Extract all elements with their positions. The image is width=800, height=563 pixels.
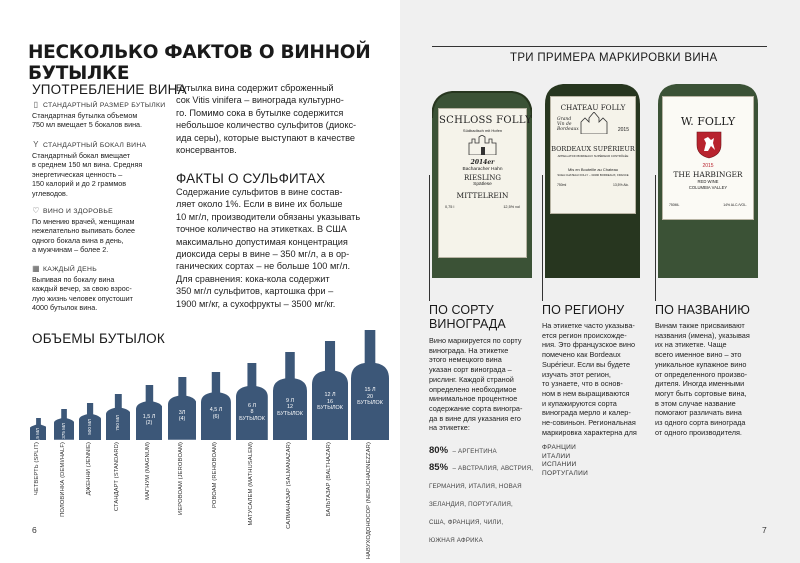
- text-line: ганических сортах – не больше 100 мг/л.: [176, 261, 351, 272]
- label-type: RED WINE: [697, 179, 719, 184]
- bottle-volume: [61, 423, 67, 439]
- bottle-count: (4): [178, 416, 186, 423]
- text-line: лую жизнь человек опустошит: [32, 293, 133, 303]
- label-abv: 12,5% vol: [503, 205, 520, 209]
- bottle-shape: [201, 372, 231, 440]
- bottle-name: СТАНДАРТ (STANDARD): [113, 442, 120, 512]
- text-line: нежелательно выпивать более: [32, 226, 136, 236]
- label-grape: RIESLING: [463, 174, 502, 182]
- bottle-item: [236, 330, 268, 530]
- text-line: ния. Это французское вино: [542, 340, 636, 350]
- label-subtitle: Südbadisch mit Hofen: [462, 128, 503, 133]
- bottle-item: [106, 330, 131, 530]
- region-list: [542, 444, 588, 478]
- label-site: Bacharacher Hahn: [462, 167, 503, 172]
- crest-icon: [696, 131, 722, 159]
- bottle-count: 12 БУТЫЛОК: [277, 404, 303, 417]
- bottle-volume-value: 6 Л: [247, 403, 256, 410]
- stat-value: 80%: [429, 445, 449, 456]
- text-line: Бутылка вина содержит сброженный: [176, 83, 334, 93]
- bottle-item: [312, 330, 348, 530]
- text-line: ИТАЛИИ: [542, 452, 571, 460]
- bottle-volume-value: 375 МЛ: [60, 423, 66, 439]
- text-line: в этом случае название: [655, 398, 736, 408]
- bottle-volume: [270, 398, 310, 417]
- label-brand: CHATEAU FOLLY: [560, 103, 626, 112]
- text-line: из одного сорта винограда: [655, 418, 746, 428]
- bottle-item: [30, 330, 47, 530]
- stat-countries: [429, 465, 533, 544]
- bottle-name: ЧЕТВЕРТЬ (SPLIT): [33, 442, 40, 496]
- text-line: ГЕРМАНИЯ, ИТАЛИЯ, НОВАЯ: [429, 483, 522, 490]
- text-line: ида серы), которые выступают в качестве: [176, 132, 356, 143]
- text-line: маркировка характерна для: [542, 427, 637, 437]
- text-line: энергетическая ценность –: [32, 169, 123, 179]
- bottle-name: МАТУСАЛЕМ (MATHUSALEM): [247, 442, 254, 526]
- chateau-icon: [579, 112, 609, 134]
- text-line: Стандартная бутылка объемом: [32, 111, 138, 120]
- page-title: НЕСКОЛЬКО ФАКТОВ О ВИННОЙ БУТЫЛКЕ: [28, 42, 371, 84]
- label-volume: 750ML: [669, 203, 680, 207]
- fact-heading: [32, 207, 167, 215]
- label-harbinger: [662, 96, 754, 220]
- text-line: помечено как Bordeaux: [542, 350, 621, 360]
- text-line: ном в нем выращиваются: [542, 388, 630, 398]
- fact-heading-text: КАЖДЫЙ ДЕНЬ: [43, 265, 97, 273]
- bottle-name: БАЛЬТАЗАР (BALTHAZAR): [325, 442, 332, 517]
- text-line: – АВСТРАЛИЯ, АВСТРИЯ,: [452, 465, 534, 472]
- bottle-shape: [273, 352, 307, 440]
- text-line: Для сравнения: кока-кола содержит: [176, 273, 330, 284]
- fact-heading-text: ВИНО И ЗДОРОВЬЕ: [43, 207, 113, 215]
- text-line: могут быть сортовые вина,: [655, 388, 747, 398]
- text-line: точное количество на этикетках. В США: [176, 224, 347, 235]
- text-line: ляет около 1%. Если в вине их больше: [176, 199, 343, 210]
- fact-text: [32, 111, 167, 130]
- text-line: одного бокала вина в день,: [32, 235, 124, 245]
- fact-heading: [32, 265, 167, 273]
- text-line: США, ФРАНЦИЯ, ЧИЛИ,: [429, 519, 504, 526]
- text-line: максимально допустимая концентрация: [176, 236, 348, 247]
- text-line: каждый вечер, за свою взрос-: [32, 284, 132, 294]
- text-line: Содержание сульфитов в вине состав-: [176, 187, 343, 197]
- text-line: Стандартный бокал вмещает: [32, 151, 131, 160]
- calendar-icon: ▦: [32, 264, 40, 273]
- bottle-volume: [310, 392, 350, 411]
- label-cru: Grand Vin de Bordeaux: [557, 117, 579, 132]
- connector-line-2: [542, 175, 543, 301]
- text-line: да в вине для указания его: [429, 413, 521, 423]
- bottle-volumes-figure: [28, 330, 398, 560]
- bottle-name: ПОЛОВИНКА (DEMI/HALF): [59, 442, 66, 517]
- label-brand: SCHLOSS FOLLY: [439, 115, 533, 126]
- bottle-icon: ▯: [33, 100, 39, 109]
- text-line: от определенного произво-: [655, 369, 748, 379]
- text-line: уникальное купажное вино: [655, 359, 747, 369]
- sulfite-text: [176, 186, 396, 310]
- text-line: их на этикетке. Чаще: [655, 340, 727, 350]
- fact-heading: [32, 101, 167, 109]
- text-line: го. Помимо сока в бутылке содержится: [176, 107, 344, 118]
- title-rule: [432, 46, 767, 47]
- bottle-volume-value: 4,5 Л: [209, 407, 223, 414]
- text-line: винограда мерло и калер-: [542, 408, 631, 418]
- bottle-item: [54, 330, 74, 530]
- label-bottled: Mis en Bouteille au Chateau: [567, 167, 619, 172]
- glass-icon: Y: [33, 140, 39, 149]
- col-head-region: ПО РЕГИОНУ: [542, 303, 625, 317]
- label-aoc: APPELLATION BORDEAUX SUPÉRIEUR CONTRÔLÉE: [557, 154, 629, 158]
- text-line: Supérieur. Если вы будете: [542, 359, 631, 369]
- bottle-name: НАВУХОДОНОСОР (NEBUCHADNEZZAR): [366, 442, 372, 560]
- bottle-item: [79, 330, 101, 530]
- text-line: изучать этот регион,: [542, 369, 611, 379]
- col-text-region: [542, 321, 652, 437]
- sulfite-heading: ФАКТЫ О СУЛЬФИТАХ: [176, 171, 326, 186]
- text-line: 150 калорий и до 2 граммов: [32, 179, 127, 189]
- text-line: диоксида серы в вине – 350 мг/л, а в ор-: [176, 249, 350, 260]
- text-line: небольшое количество сульфитов (диокс-: [176, 120, 357, 131]
- stat-countries: – АРГЕНТИНА: [452, 448, 497, 455]
- bottle-volume-value: 750 МЛ: [114, 414, 120, 431]
- text-line: ФРАНЦИИ: [542, 444, 577, 451]
- label-wine-name: THE HARBINGER: [673, 170, 743, 179]
- col-head-line: ПО СОРТУ: [429, 303, 494, 317]
- text-line: Вино маркируется по сорту: [429, 336, 522, 345]
- bottle-name: САЛМАНАЗАР (SALMANAZAR): [285, 442, 292, 529]
- bottle-count: (6): [212, 413, 220, 420]
- text-line: На этикетке часто указыва-: [542, 321, 635, 330]
- fact-heading-text: СТАНДАРТНЫЙ БОКАЛ ВИНА: [43, 141, 147, 149]
- connector-line-1: [429, 175, 430, 301]
- stat-argentina: [429, 440, 497, 458]
- bottle-volume-value: 15 Л: [364, 387, 376, 394]
- text-line: на этикетке:: [429, 423, 470, 433]
- fact-text: [32, 275, 167, 313]
- fact-block: [32, 141, 167, 198]
- text-line: не-совиньон. Региональная: [542, 418, 636, 428]
- bottle-volume-value: 12 Л: [324, 392, 336, 399]
- text-line: минимальное процентное: [429, 394, 518, 404]
- col-text-name: [655, 321, 767, 437]
- label-vintage: 2015: [617, 127, 629, 133]
- bottle-name: ИЕРОВОАМ (JEROBOAM): [177, 442, 184, 515]
- right-title: ТРИ ПРИМЕРА МАРКИРОВКИ ВИНА: [510, 52, 718, 64]
- text-line: указан сорт винограда –: [429, 365, 512, 375]
- col-head-line: ВИНОГРАДА: [429, 316, 506, 331]
- text-line: Выпивая по бокалу вина: [32, 275, 115, 284]
- text-line: рислинг. Каждой страной: [429, 374, 514, 384]
- label-region: COLUMBIA VALLEY: [688, 185, 728, 190]
- label-style: Spätlese: [473, 182, 492, 187]
- stat-others: [429, 457, 544, 547]
- bottle-shape: [351, 330, 389, 440]
- stat-value: 85%: [429, 462, 449, 473]
- text-line: этого немецкого вина: [429, 355, 502, 365]
- bottle-volume: [350, 387, 390, 406]
- text-line: ИСПАНИИ: [542, 461, 577, 468]
- bottle-volume: [87, 419, 93, 435]
- text-line: ЗЕЛАНДИЯ, ПОРТУГАЛИЯ,: [429, 501, 513, 508]
- label-abv: 13,5% Alc.: [612, 183, 629, 187]
- label-brand: W. FOLLY: [680, 115, 736, 128]
- bottle-item: [201, 330, 231, 530]
- text-line: помогают различать вина: [655, 408, 742, 418]
- bottle-volume-value: 3Л: [178, 409, 186, 416]
- label-region: BORDEAUX SUPÉRIEUR: [551, 145, 635, 153]
- page-number-left: 6: [32, 525, 37, 535]
- text-line: По мнению врачей, женщинам: [32, 217, 135, 226]
- text-line: ется регион происхожде-: [542, 330, 627, 340]
- bottle-count: 8 БУТЫЛОК: [239, 409, 265, 422]
- bottle-volume: [232, 403, 272, 422]
- bottle-shape: [136, 385, 163, 440]
- text-line: 10 мг/л, производители обязаны указывать: [176, 211, 361, 222]
- col-head-name: ПО НАЗВАНИЮ: [655, 303, 750, 317]
- connector-line-3: [655, 175, 656, 301]
- text-line: и купажируются сорта: [542, 398, 617, 408]
- fact-heading: [32, 141, 167, 149]
- label-region: MITTELREIN: [456, 191, 509, 200]
- text-line: 1900 мг/кг, а сухофрукты – 3500 мг/кг.: [176, 298, 336, 309]
- label-riesling: [438, 108, 533, 258]
- text-line: 4000 бутылок вина.: [32, 303, 98, 313]
- intro-text: [176, 82, 396, 156]
- text-line: ЮЖНАЯ АФРИКА: [429, 537, 483, 544]
- bottle-name: РОВОАМ (REHOBOAM): [211, 442, 218, 508]
- bottle-volume-value: 187,5 МЛ: [34, 427, 40, 448]
- text-line: 750 мл вмещает 5 бокалов вина.: [32, 120, 143, 130]
- bottle-count: 16 БУТЫЛОК: [317, 398, 343, 412]
- bottle-name: ДЖЕННИ (JENNIE): [85, 442, 92, 496]
- bottle-name: МАГНУМ (MAGNUM): [144, 442, 151, 500]
- text-line: от одного производителя.: [655, 427, 742, 437]
- fact-heading-text: СТАНДАРТНЫЙ РАЗМЕР БУТЫЛКИ: [43, 101, 166, 109]
- fact-text: [32, 217, 167, 255]
- text-line: консервантов.: [176, 145, 237, 156]
- text-line: Винам также присваивают: [655, 321, 745, 330]
- bottle-volume-value: 500 МЛ: [86, 419, 92, 436]
- col-text-variety: [429, 336, 541, 433]
- text-line: дителя. Иногда именными: [655, 379, 745, 389]
- bottle-item: [168, 330, 197, 530]
- volumes-heading: ОБЪЕМЫ БУТЫЛОК: [32, 331, 165, 346]
- text-line: названия (имена), указывая: [655, 330, 750, 340]
- bottle-volume: [196, 407, 236, 420]
- text-line: в среднем 150 мл вина. Средняя: [32, 160, 143, 170]
- bottle-shape: [236, 363, 268, 440]
- bottle-count: 20 БУТЫЛОК: [357, 393, 383, 406]
- usage-heading: УПОТРЕБЛЕНИЕ ВИНА: [32, 82, 187, 97]
- bottle-volume-value: 1,5 Л: [142, 413, 156, 420]
- right-page: [400, 0, 800, 563]
- label-bordeaux: [550, 96, 636, 214]
- text-line: содержание сорта виногра-: [429, 403, 523, 413]
- label-volume: 0,75 l: [445, 205, 455, 209]
- bottle-volume-value: 9 Л: [285, 397, 294, 404]
- bottle-shape: [168, 377, 197, 440]
- page-number-right: 7: [762, 525, 767, 535]
- castle-icon: [467, 135, 500, 155]
- fact-block: [32, 207, 167, 255]
- bottle-item: [351, 330, 389, 560]
- text-line: всего именное вино – это: [655, 350, 742, 360]
- text-line: углеводов.: [32, 188, 68, 198]
- label-vintage: 2015: [702, 163, 714, 169]
- text-line: то узнаете, что в основ-: [542, 379, 623, 389]
- label-vintage: 2014er: [470, 159, 495, 166]
- text-line: ПОРТУГАЛИИ: [542, 469, 589, 477]
- text-line: определено необходимое: [429, 384, 517, 394]
- heart-icon: ♡: [32, 206, 40, 215]
- text-line: а мужчинам – более 2.: [32, 245, 109, 255]
- fact-block: [32, 101, 167, 130]
- bottle-count: (2): [145, 420, 153, 426]
- bottle-shape: [312, 341, 348, 440]
- fact-text: [32, 151, 167, 198]
- bottle-volume: [115, 415, 121, 431]
- bottle-item: [136, 330, 163, 530]
- col-head-variety: [429, 304, 506, 331]
- bottle-item: [273, 330, 307, 530]
- fact-block: [32, 265, 167, 313]
- label-producer: SCEA CHATEAU FOLLY – 33490 BORDEAUX, FRANCE: [557, 173, 629, 177]
- text-line: 350 мг/л сульфитов, картошка фри –: [176, 286, 334, 297]
- label-abv: 14% ALC./VOL.: [723, 203, 747, 207]
- text-line: винограда. На этикетке: [429, 345, 509, 355]
- text-line: сок Vitis vinifera – винограда культурно-: [176, 95, 344, 106]
- label-volume: 750ml: [557, 183, 567, 187]
